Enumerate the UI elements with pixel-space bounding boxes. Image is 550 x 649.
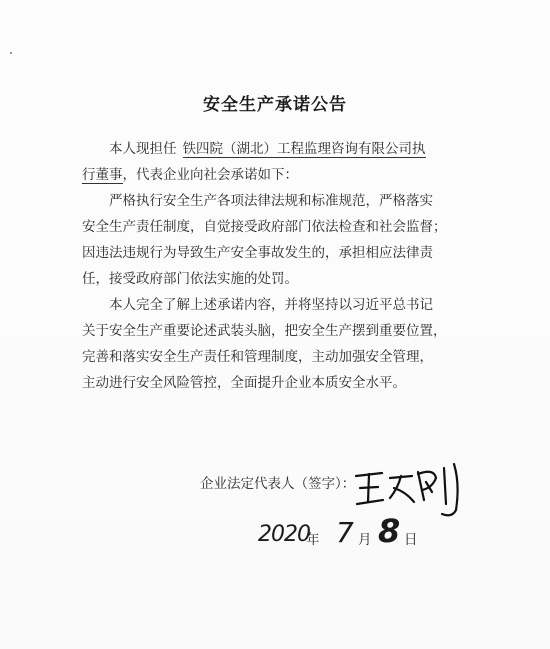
- paragraph-2-line: 安全生产责任制度，自觉接受政府部门依法检查和社会监督；: [82, 219, 447, 235]
- paragraph-2-line: 因违法违规行为导致生产安全事故发生的，承担相应法律责: [82, 245, 433, 261]
- signature-label: 企业法定代表人（签字）：: [200, 476, 356, 492]
- document-body: [82, 136, 482, 396]
- handwritten-year: 2020: [258, 522, 310, 547]
- position-title: 行董事: [82, 167, 123, 183]
- paragraph-2-line: 严格执行安全生产各项法律法规和标准规范，严格落实: [109, 193, 433, 209]
- handwritten-month: 7: [336, 516, 354, 549]
- paragraph-3-line: 主动进行安全风险管控，全面提升企业本质安全水平。: [82, 375, 406, 391]
- year-unit: 年: [306, 532, 320, 548]
- handwritten-day: 8: [378, 512, 401, 550]
- paragraph-3-line: 本人完全了解上述承诺内容，并将坚持以习近平总书记: [109, 297, 433, 313]
- paragraph-3-line: 完善和落实安全生产责任和管理制度，主动加强安全管理，: [82, 349, 433, 365]
- month-unit: 月: [358, 532, 372, 548]
- company-name: 铁四院（湖北）工程监理咨询有限公司执: [182, 141, 426, 157]
- paragraph-1-lead: 本人现担任: [109, 141, 177, 157]
- paragraph-1-line-1: [82, 136, 482, 162]
- paragraph-1-tail: ，代表企业向社会承诺如下：: [122, 167, 298, 183]
- paragraph-2-line: 任，接受政府部门依法实施的处罚。: [82, 271, 298, 287]
- scan-speck: [10, 52, 12, 54]
- document-title: 安全生产承诺公告: [203, 95, 347, 115]
- signature-date: [258, 510, 448, 554]
- paragraph-1-line-2: [82, 162, 482, 188]
- day-unit: 日: [404, 532, 418, 548]
- paragraph-3-line: 关于安全生产重要论述武装头脑，把安全生产摆到重要位置，: [82, 323, 447, 339]
